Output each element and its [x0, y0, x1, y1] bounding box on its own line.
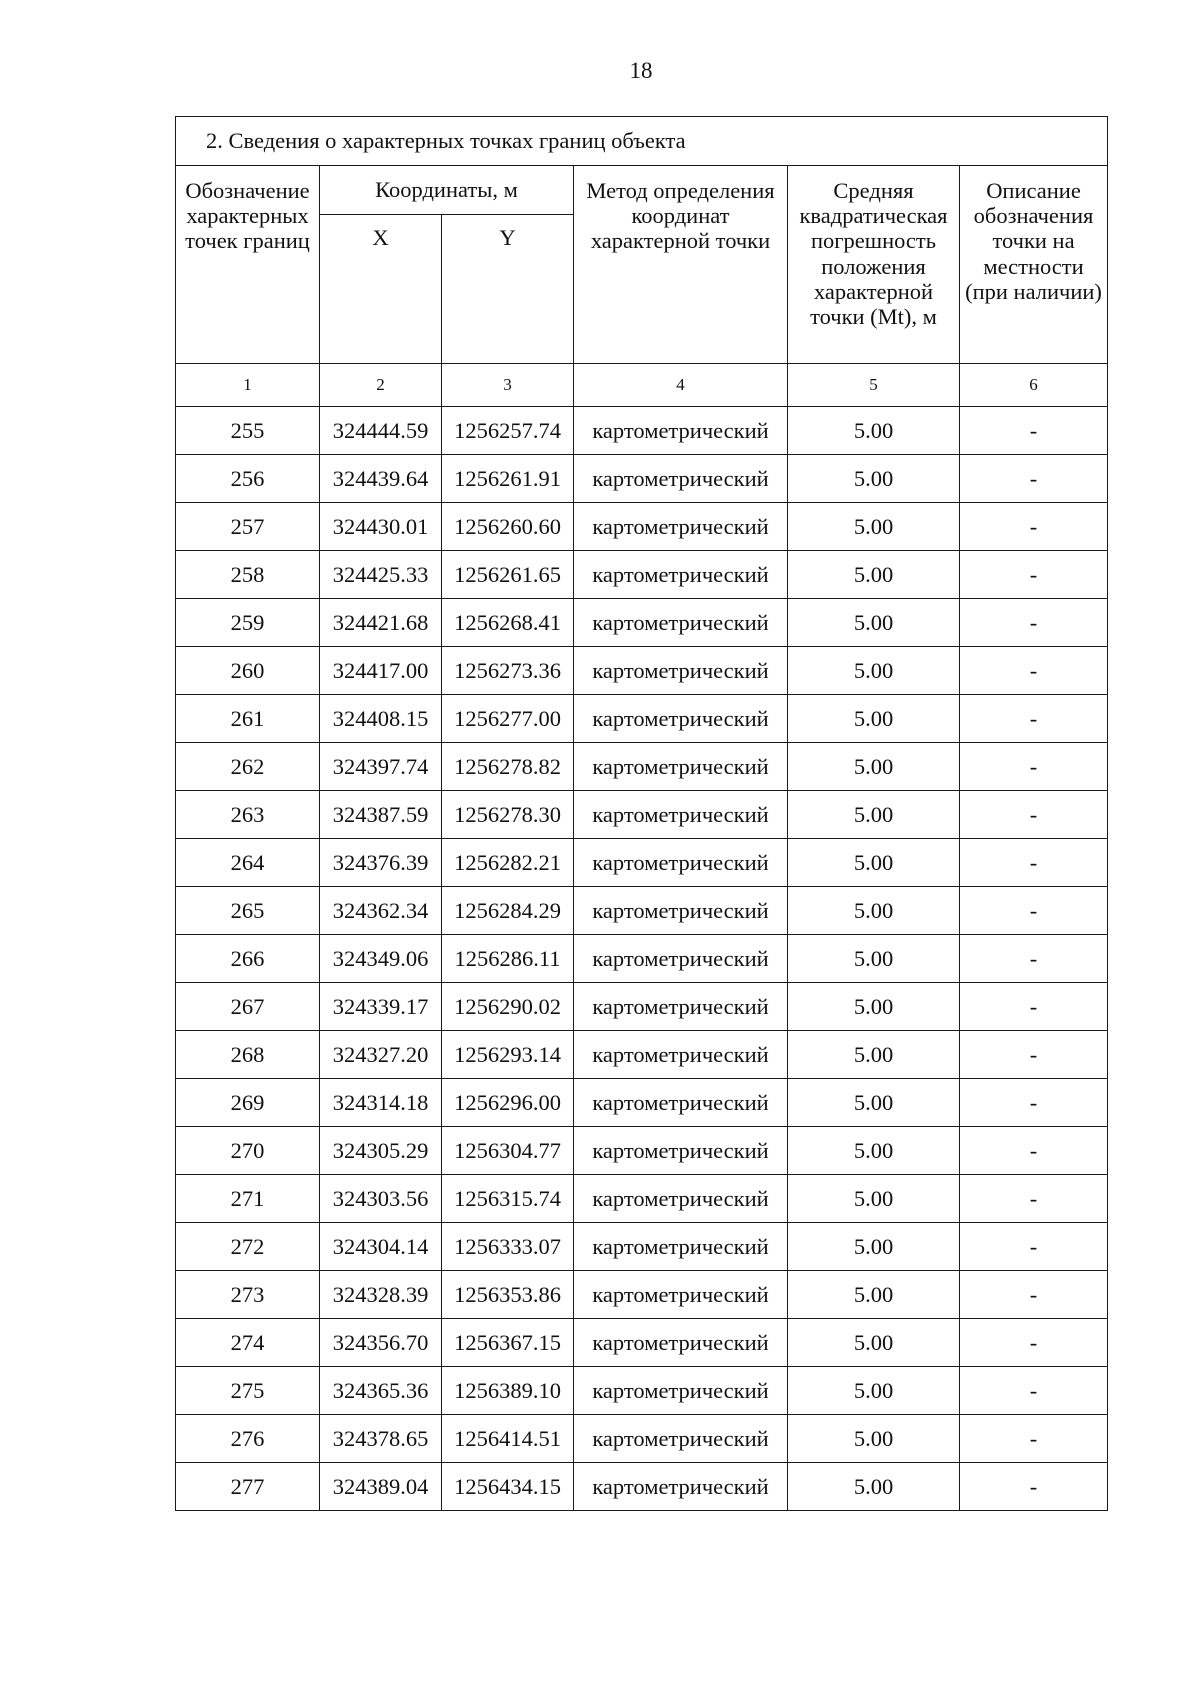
coord-y-cell: 1256278.82	[442, 743, 574, 791]
description-cell: -	[960, 839, 1108, 887]
description-cell: -	[960, 647, 1108, 695]
coord-y-cell: 1256257.74	[442, 407, 574, 455]
coord-x-cell: 324305.29	[320, 1127, 442, 1175]
description-cell: -	[960, 1367, 1108, 1415]
method-cell: картометрический	[574, 1079, 788, 1127]
point-id-cell: 264	[176, 839, 320, 887]
error-cell: 5.00	[788, 1415, 960, 1463]
point-id-cell: 263	[176, 791, 320, 839]
table-row	[176, 839, 1108, 887]
method-cell: картометрический	[574, 407, 788, 455]
error-cell: 5.00	[788, 647, 960, 695]
table-row	[176, 1367, 1108, 1415]
method-cell: картометрический	[574, 695, 788, 743]
description-cell: -	[960, 743, 1108, 791]
description-cell: -	[960, 1415, 1108, 1463]
header-designation: Обозначение характерных точек границ	[176, 166, 320, 364]
column-number: 1	[176, 364, 320, 407]
method-cell: картометрический	[574, 791, 788, 839]
method-cell: картометрический	[574, 647, 788, 695]
column-number-row	[176, 364, 1108, 407]
method-cell: картометрический	[574, 1319, 788, 1367]
coord-y-cell: 1256296.00	[442, 1079, 574, 1127]
error-cell: 5.00	[788, 887, 960, 935]
point-id-cell: 277	[176, 1463, 320, 1511]
table-row	[176, 1127, 1108, 1175]
coord-y-cell: 1256278.30	[442, 791, 574, 839]
description-cell: -	[960, 1031, 1108, 1079]
error-cell: 5.00	[788, 1463, 960, 1511]
table-row	[176, 743, 1108, 791]
error-cell: 5.00	[788, 791, 960, 839]
description-cell: -	[960, 599, 1108, 647]
boundary-points-table	[175, 116, 1108, 1511]
table-row	[176, 551, 1108, 599]
point-id-cell: 256	[176, 455, 320, 503]
coord-y-cell: 1256277.00	[442, 695, 574, 743]
description-cell: -	[960, 551, 1108, 599]
coord-y-cell: 1256414.51	[442, 1415, 574, 1463]
coord-y-cell: 1256290.02	[442, 983, 574, 1031]
method-cell: картометрический	[574, 983, 788, 1031]
table-row	[176, 1319, 1108, 1367]
description-cell: -	[960, 1127, 1108, 1175]
coord-x-cell: 324339.17	[320, 983, 442, 1031]
point-id-cell: 271	[176, 1175, 320, 1223]
point-id-cell: 261	[176, 695, 320, 743]
error-cell: 5.00	[788, 695, 960, 743]
point-id-cell: 260	[176, 647, 320, 695]
table-row	[176, 1223, 1108, 1271]
description-cell: -	[960, 1319, 1108, 1367]
coord-y-cell: 1256293.14	[442, 1031, 574, 1079]
coord-x-cell: 324303.56	[320, 1175, 442, 1223]
coord-x-cell: 324444.59	[320, 407, 442, 455]
coord-x-cell: 324349.06	[320, 935, 442, 983]
coord-y-cell: 1256304.77	[442, 1127, 574, 1175]
coord-x-cell: 324328.39	[320, 1271, 442, 1319]
coord-y-cell: 1256268.41	[442, 599, 574, 647]
coord-y-cell: 1256286.11	[442, 935, 574, 983]
description-cell: -	[960, 887, 1108, 935]
coord-y-cell: 1256284.29	[442, 887, 574, 935]
method-cell: картометрический	[574, 1175, 788, 1223]
point-id-cell: 273	[176, 1271, 320, 1319]
method-cell: картометрический	[574, 599, 788, 647]
error-cell: 5.00	[788, 1223, 960, 1271]
error-cell: 5.00	[788, 1079, 960, 1127]
method-cell: картометрический	[574, 887, 788, 935]
error-cell: 5.00	[788, 1271, 960, 1319]
description-cell: -	[960, 455, 1108, 503]
method-cell: картометрический	[574, 455, 788, 503]
coord-y-cell: 1256367.15	[442, 1319, 574, 1367]
point-id-cell: 267	[176, 983, 320, 1031]
section-title-row	[176, 117, 1108, 166]
description-cell: -	[960, 1463, 1108, 1511]
coord-y-cell: 1256261.91	[442, 455, 574, 503]
error-cell: 5.00	[788, 1319, 960, 1367]
method-cell: картометрический	[574, 1223, 788, 1271]
table-row	[176, 407, 1108, 455]
error-cell: 5.00	[788, 551, 960, 599]
header-row	[176, 166, 1108, 215]
description-cell: -	[960, 791, 1108, 839]
coord-x-cell: 324378.65	[320, 1415, 442, 1463]
table-row	[176, 1031, 1108, 1079]
table-row	[176, 455, 1108, 503]
coord-x-cell: 324356.70	[320, 1319, 442, 1367]
method-cell: картометрический	[574, 1271, 788, 1319]
method-cell: картометрический	[574, 1367, 788, 1415]
header-method: Метод определения координат характерной точки	[574, 166, 788, 364]
description-cell: -	[960, 983, 1108, 1031]
table-row	[176, 983, 1108, 1031]
error-cell: 5.00	[788, 1175, 960, 1223]
point-id-cell: 276	[176, 1415, 320, 1463]
section-title: 2. Сведения о характерных точках границ объекта	[176, 117, 1108, 166]
coord-x-cell: 324439.64	[320, 455, 442, 503]
point-id-cell: 269	[176, 1079, 320, 1127]
coord-x-cell: 324365.36	[320, 1367, 442, 1415]
error-cell: 5.00	[788, 1367, 960, 1415]
coord-y-cell: 1256389.10	[442, 1367, 574, 1415]
error-cell: 5.00	[788, 503, 960, 551]
table-row	[176, 599, 1108, 647]
method-cell: картометрический	[574, 551, 788, 599]
method-cell: картометрический	[574, 1127, 788, 1175]
table-row	[176, 791, 1108, 839]
description-cell: -	[960, 503, 1108, 551]
column-number: 3	[442, 364, 574, 407]
table-row	[176, 1079, 1108, 1127]
header-error: Средняя квадратическая погрешность положения характерной точки (Mt), м	[788, 166, 960, 364]
description-cell: -	[960, 935, 1108, 983]
coord-y-cell: 1256353.86	[442, 1271, 574, 1319]
method-cell: картометрический	[574, 1415, 788, 1463]
description-cell: -	[960, 695, 1108, 743]
point-id-cell: 255	[176, 407, 320, 455]
coord-y-cell: 1256333.07	[442, 1223, 574, 1271]
point-id-cell: 258	[176, 551, 320, 599]
error-cell: 5.00	[788, 839, 960, 887]
error-cell: 5.00	[788, 407, 960, 455]
coord-y-cell: 1256261.65	[442, 551, 574, 599]
description-cell: -	[960, 1271, 1108, 1319]
point-id-cell: 259	[176, 599, 320, 647]
table-row	[176, 1271, 1108, 1319]
point-id-cell: 272	[176, 1223, 320, 1271]
error-cell: 5.00	[788, 455, 960, 503]
header-y: Y	[442, 215, 574, 364]
header-coordinates: Координаты, м	[320, 166, 574, 215]
coord-y-cell: 1256315.74	[442, 1175, 574, 1223]
table-row	[176, 1175, 1108, 1223]
point-id-cell: 257	[176, 503, 320, 551]
column-number: 5	[788, 364, 960, 407]
header-description: Описание обозначения точки на местности (при наличии)	[960, 166, 1108, 364]
error-cell: 5.00	[788, 983, 960, 1031]
coord-x-cell: 324387.59	[320, 791, 442, 839]
coord-x-cell: 324304.14	[320, 1223, 442, 1271]
coord-y-cell: 1256260.60	[442, 503, 574, 551]
method-cell: картометрический	[574, 743, 788, 791]
point-id-cell: 275	[176, 1367, 320, 1415]
point-id-cell: 266	[176, 935, 320, 983]
page-number: 18	[629, 58, 653, 83]
coord-x-cell: 324362.34	[320, 887, 442, 935]
column-number: 6	[960, 364, 1108, 407]
description-cell: -	[960, 1079, 1108, 1127]
coord-x-cell: 324417.00	[320, 647, 442, 695]
method-cell: картометрический	[574, 839, 788, 887]
coord-y-cell: 1256282.21	[442, 839, 574, 887]
header-x: X	[320, 215, 442, 364]
error-cell: 5.00	[788, 599, 960, 647]
table-row	[176, 695, 1108, 743]
table-row	[176, 1463, 1108, 1511]
method-cell: картометрический	[574, 1463, 788, 1511]
method-cell: картометрический	[574, 1031, 788, 1079]
column-number: 2	[320, 364, 442, 407]
coord-x-cell: 324421.68	[320, 599, 442, 647]
coord-x-cell: 324327.20	[320, 1031, 442, 1079]
error-cell: 5.00	[788, 743, 960, 791]
table-row	[176, 887, 1108, 935]
error-cell: 5.00	[788, 1127, 960, 1175]
point-id-cell: 265	[176, 887, 320, 935]
coord-x-cell: 324430.01	[320, 503, 442, 551]
coord-x-cell: 324389.04	[320, 1463, 442, 1511]
coord-x-cell: 324408.15	[320, 695, 442, 743]
coord-y-cell: 1256434.15	[442, 1463, 574, 1511]
table-row	[176, 1415, 1108, 1463]
method-cell: картометрический	[574, 503, 788, 551]
description-cell: -	[960, 1175, 1108, 1223]
coord-x-cell: 324425.33	[320, 551, 442, 599]
coord-y-cell: 1256273.36	[442, 647, 574, 695]
point-id-cell: 270	[176, 1127, 320, 1175]
coord-x-cell: 324397.74	[320, 743, 442, 791]
coord-x-cell: 324314.18	[320, 1079, 442, 1127]
point-id-cell: 274	[176, 1319, 320, 1367]
method-cell: картометрический	[574, 935, 788, 983]
table-row	[176, 935, 1108, 983]
description-cell: -	[960, 1223, 1108, 1271]
coord-x-cell: 324376.39	[320, 839, 442, 887]
table-row	[176, 647, 1108, 695]
description-cell: -	[960, 407, 1108, 455]
column-number: 4	[574, 364, 788, 407]
error-cell: 5.00	[788, 935, 960, 983]
point-id-cell: 262	[176, 743, 320, 791]
error-cell: 5.00	[788, 1031, 960, 1079]
table-row	[176, 503, 1108, 551]
point-id-cell: 268	[176, 1031, 320, 1079]
